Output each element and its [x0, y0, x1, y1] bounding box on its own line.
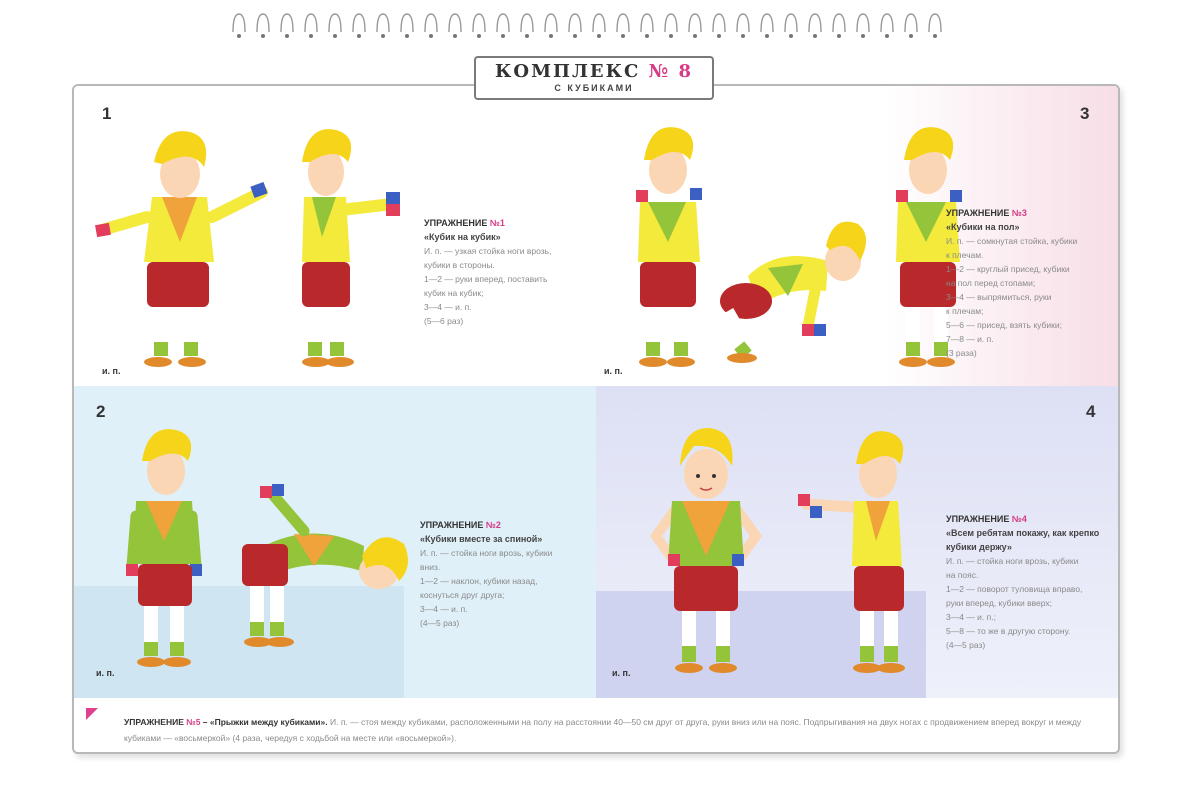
instruction-line: (5—6 раз)	[424, 316, 464, 326]
exercise-3-heading	[946, 206, 1116, 220]
instruction-line: к плечам;	[946, 306, 984, 316]
title-number: № 8	[648, 61, 693, 82]
child-figure-arms-sideways	[92, 112, 272, 382]
exercise-2-description	[420, 518, 590, 630]
exercise-sheet	[72, 84, 1120, 754]
exercise-5-name: – «Прыжки между кубиками».	[200, 717, 328, 727]
instruction-line: И. п. — стойка ноги врозь, кубики	[946, 556, 1079, 566]
exercise-1-name: «Кубик на кубик»	[424, 232, 501, 242]
panel-exercise-2	[74, 386, 596, 698]
instruction-line: 3—4 — и. п.;	[946, 612, 996, 622]
start-position-label: и. п.	[604, 366, 623, 376]
instruction-line: (4—5 раз)	[946, 640, 986, 650]
heading-prefix: УПРАЖНЕНИЕ	[420, 520, 486, 530]
exercise-5-description	[124, 714, 1094, 746]
start-position-label: и. п.	[102, 366, 121, 376]
instruction-line: 1—2 — наклон, кубики назад,	[420, 576, 538, 586]
exercise-5-strip	[74, 698, 1120, 754]
instruction-line: на пояс.	[946, 570, 979, 580]
instruction-line: (4—5 раз)	[420, 618, 460, 628]
child-figure-cubes-on-hips	[636, 416, 776, 686]
corner-triangle-marker	[86, 708, 98, 720]
instruction-line: 1—2 — круглый присед, кубики	[946, 264, 1070, 274]
complex-title	[476, 61, 712, 82]
child-figure-squat-cubes-on-floor	[708, 206, 868, 376]
spiral-binding	[225, 10, 970, 42]
heading-prefix: УПРАЖНЕНИЕ	[946, 514, 1012, 524]
instruction-line: к плечам.	[946, 250, 984, 260]
start-position-label: и. п.	[612, 668, 631, 678]
heading-prefix: УПРАЖНЕНИЕ	[124, 717, 187, 727]
instruction-line: 3—4 — и. п.	[420, 604, 468, 614]
exercise-5-text: И. п. — стоя между кубиками, расположенными на полу на расстоянии 40—50 см друг от друга, руки вниз или на пояс. Подпрыгивания на двух ногах с продвижением вперед вокруг и между кубиками — «восьмеркой» (4 раза, чередуя с ходьбой на месте или «восьмеркой»).	[124, 717, 1082, 743]
exercise-2-name: «Кубики вместе за спиной»	[420, 534, 543, 544]
instruction-line: 7—8 — и. п.	[946, 334, 994, 344]
instruction-line: кубик на кубик;	[424, 288, 484, 298]
panel-number: 3	[1080, 104, 1090, 123]
exercise-2-heading	[420, 518, 590, 532]
complex-subtitle: С КУБИКАМИ	[554, 83, 634, 93]
instruction-line: 5—8 — то же в другую сторону.	[946, 626, 1071, 636]
heading-number: №2	[485, 520, 501, 530]
complex-title-plate	[474, 56, 714, 100]
child-figure-cubes-down	[114, 416, 224, 686]
panel-number: 1	[102, 104, 112, 123]
exercise-4-heading	[946, 512, 1116, 526]
instruction-line: 3—4 — выпрямиться, руки	[946, 292, 1052, 302]
child-figure-bend-cubes-behind	[234, 476, 414, 686]
heading-number: №1	[489, 218, 505, 228]
instruction-line: 3—4 — и. п.	[424, 302, 472, 312]
instruction-line: (3 раза)	[946, 348, 977, 358]
instruction-line: 1—2 — руки вперед, поставить	[424, 274, 548, 284]
panel-exercise-1	[74, 86, 596, 386]
exercise-3-description	[946, 206, 1116, 360]
heading-prefix: УПРАЖНЕНИЕ	[424, 218, 490, 228]
instruction-line: И. п. — узкая стойка ноги врозь,	[424, 246, 552, 256]
instruction-line: руки вперед, кубики вверх;	[946, 598, 1053, 608]
exercise-3-name: «Кубики на пол»	[946, 222, 1020, 232]
exercise-1-description	[424, 216, 594, 328]
panel-exercise-3	[596, 86, 1120, 386]
child-figure-arms-forward	[274, 112, 434, 382]
instruction-line: И. п. — стойка ноги врозь, кубики	[420, 548, 553, 558]
exercise-4-description	[946, 512, 1116, 652]
exercise-1-heading	[424, 216, 594, 230]
instruction-line: 5—6 — присед, взять кубики;	[946, 320, 1062, 330]
panel-number: 2	[96, 402, 106, 421]
instruction-line: на пол перед стопами;	[946, 278, 1036, 288]
exercise-5-heading	[124, 717, 328, 727]
instruction-line: коснуться друг друга;	[420, 590, 505, 600]
instruction-line: 1—2 — поворот туловища вправо,	[946, 584, 1083, 594]
title-prefix: КОМПЛЕКС	[495, 61, 649, 82]
instruction-line: кубики в стороны.	[424, 260, 495, 270]
exercise-4-name: «Всем ребятам покажу, как крепко кубики держу»	[946, 528, 1100, 552]
heading-number: №4	[1011, 514, 1027, 524]
heading-number: №3	[1011, 208, 1027, 218]
panel-exercise-4	[596, 386, 1120, 698]
panel-number: 4	[1086, 402, 1096, 421]
instruction-line: вниз.	[420, 562, 441, 572]
child-figure-twist-arms-forward	[796, 416, 936, 686]
start-position-label: и. п.	[96, 668, 115, 678]
instruction-line: И. п. — сомкнутая стойка, кубики	[946, 236, 1078, 246]
heading-number: №5	[186, 717, 201, 727]
heading-prefix: УПРАЖНЕНИЕ	[946, 208, 1012, 218]
